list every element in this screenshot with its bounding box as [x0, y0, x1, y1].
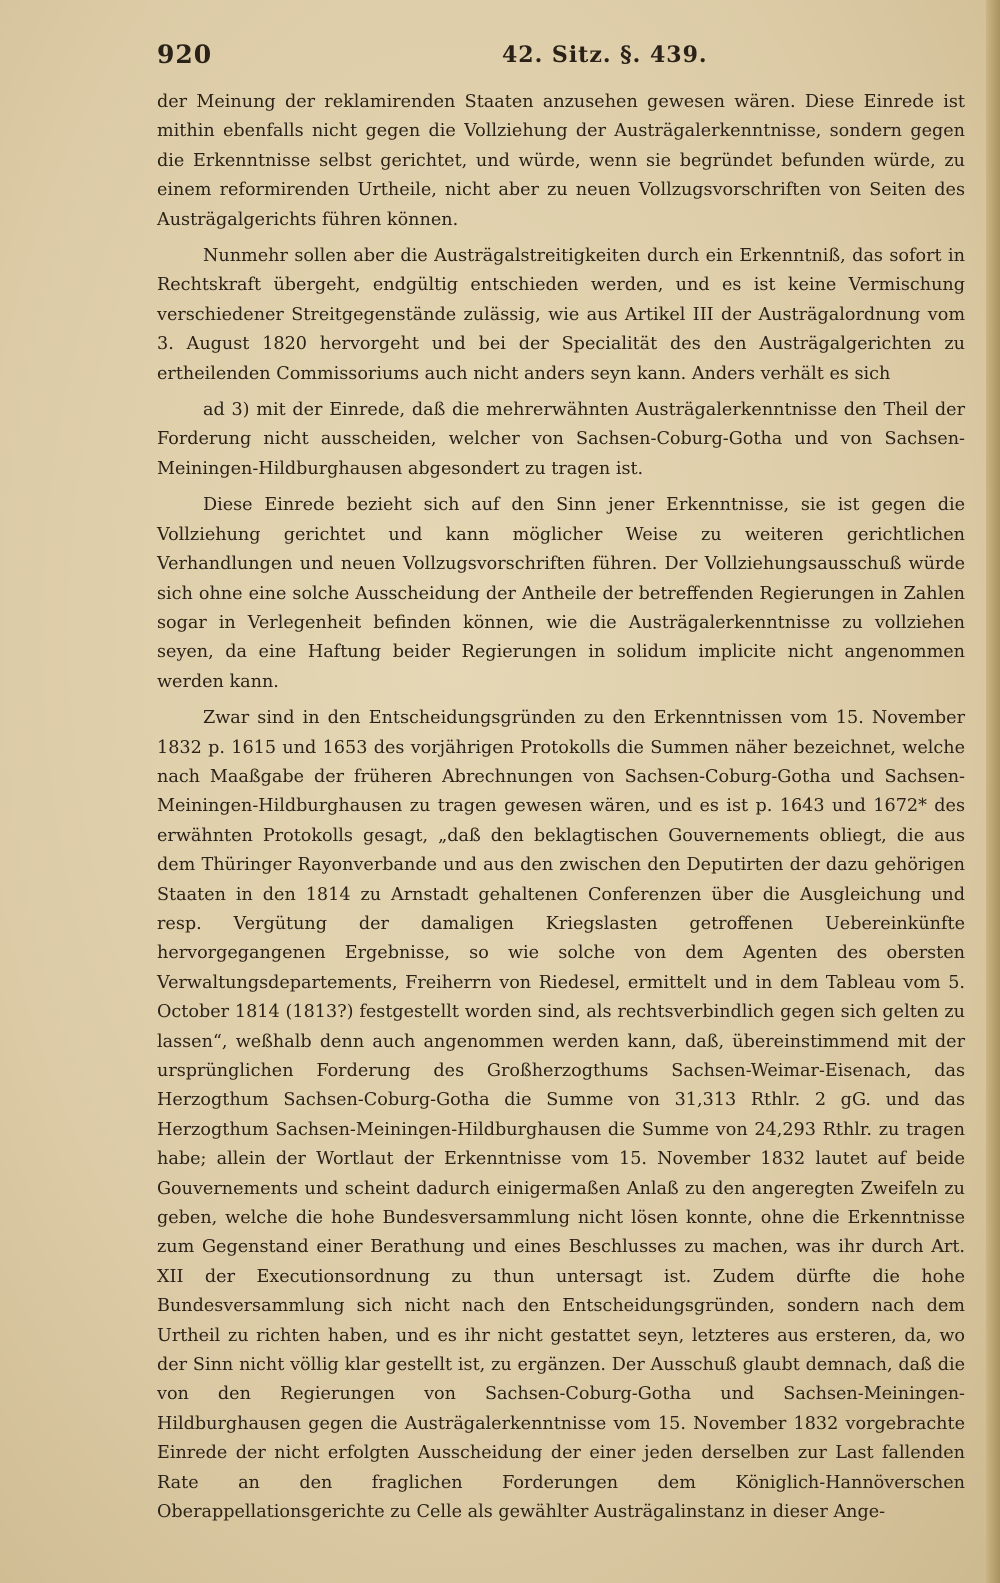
body-text — [157, 88, 965, 1528]
page-header — [157, 40, 965, 80]
paragraph-4: Diese Einrede bezieht sich auf den Sinn jener Erkenntnisse, sie ist gegen die Vollziehung gerichtet und kann möglicher Weise zu weiteren gerichtlichen Verhandlungen und neuen Vollzugsvorschriften führen. Der Vollziehungsausschuß würde sich ohne eine solche Ausscheidung der Antheile der betreffenden Regierungen in Zahlen sogar in Verlegenheit befinden können, wie die Austrägalerkenntnisse zu vollziehen seyen, da eine Haftung beider Regierungen in solidum implicite nicht angenommen werden kann. — [157, 495, 965, 692]
page-number: 920 — [157, 40, 213, 69]
paragraph-1: der Meinung der reklamirenden Staaten anzusehen gewesen wären. Diese Einrede ist mithin ebenfalls nicht gegen die Vollziehung der Austrägalerkenntnisse, sondern gegen die Erkenntnisse selbst gerichtet, und würde, wenn sie begründet befunden würde, zu einem reformirenden Urtheile, nicht aber zu neuen Vollzugsvorschriften von Seiten des Austrägalgerichts führen können. — [157, 92, 965, 230]
paragraph-3: ad 3) mit der Einrede, daß die mehrerwähnten Austrägalerkenntnisse den Theil der Forderung nicht ausscheiden, welcher von Sachsen-Coburg-Gotha und von Sachsen-Meiningen-Hildburghausen abgesondert zu tragen ist. — [157, 400, 965, 479]
page-edge — [986, 0, 1000, 1583]
running-head: 42. Sitz. §. 439. — [502, 42, 708, 68]
paragraph-2: Nunmehr sollen aber die Austrägalstreitigkeiten durch ein Erkenntniß, das sofort in Rechtskraft übergeht, endgültig entschieden werden, und es ist keine Vermischung verschiedener Streitgegenstände zulässig, wie aus Artikel III der Austrägalordnung vom 3. August 1820 hervorgeht und bei der Specialität des den Austrägalgerichten zu ertheilenden Commissoriums auch nicht anders seyn kann. Anders verhält es sich — [157, 246, 965, 384]
paragraph-5: Zwar sind in den Entscheidungsgründen zu den Erkenntnissen vom 15. November 1832 p. 1615 und 1653 des vorjährigen Protokolls die Summen näher bezeichnet, welche nach Maaßgabe der früheren Abrechnungen von Sachsen-Coburg-Gotha und Sachsen-Meiningen-Hildburghausen zu tragen gewesen wären, und es ist p. 1643 und 1672* des erwähnten Protokolls gesagt, „daß den beklagtischen Gouvernements obliegt, die aus dem Thüringer Rayonverbande und aus den zwischen den Deputirten der dazu gehörigen Staaten in den 1814 zu Arnstadt gehaltenen Conferenzen über die Ausgleichung und resp. Vergütung der damaligen Kriegslasten getroffenen Uebereinkünfte hervorgegangenen Ergebnisse, so wie solche von dem Agenten des obersten Verwaltungsdepartements, Freiherrn von Riedesel, ermittelt und in dem Tableau vom 5. October 1814 (1813?) festgestellt worden sind, als rechtsverbindlich gegen sich gelten zu lassen“, weßhalb denn auch angenommen werden kann, daß, übereinstimmend mit der ursprünglichen Forderung des Großherzogthums Sachsen-Weimar-Eisenach, das Herzogthum Sachsen-Coburg-Gotha die Summe von 31,313 Rthlr. 2 gG. und das Herzogthum Sachsen-Meiningen-Hildburghausen die Summe von 24,293 Rthlr. zu tragen habe; allein der Wortlaut der Erkenntnisse vom 15. November 1832 lautet auf beide Gouvernements und scheint dadurch einigermaßen Anlaß zu den angeregten Zweifeln zu geben, welche die hohe Bundesversammlung nicht lösen konnte, ohne die Erkenntnisse zum Gegenstand einer Berathung und eines Beschlusses zu machen, was ihr durch Art. XII der Executionsordnung zu thun untersagt ist. Zudem dürfte die hohe Bundesversammlung sich nicht nach den Entscheidungsgründen, sondern nach dem Urtheil zu richten haben, und es ihr nicht gestattet seyn, letzteres aus ersteren, da, wo der Sinn nicht völlig klar gestellt ist, zu ergänzen. Der Ausschuß glaubt demnach, daß die von den Regierungen von Sachsen-Coburg-Gotha und Sachsen-Meiningen-Hildburghausen gegen die Austrägalerkenntnisse vom 15. November 1832 vorgebrachte Einrede der nicht erfolgten Ausscheidung der einer jeden derselben zur Last fallenden Rate an den fraglichen Forderungen dem Königlich-Hannöverschen Oberappellationsgerichte zu Celle als gewählter Austrägalinstanz in dieser Ange- — [157, 708, 965, 1523]
